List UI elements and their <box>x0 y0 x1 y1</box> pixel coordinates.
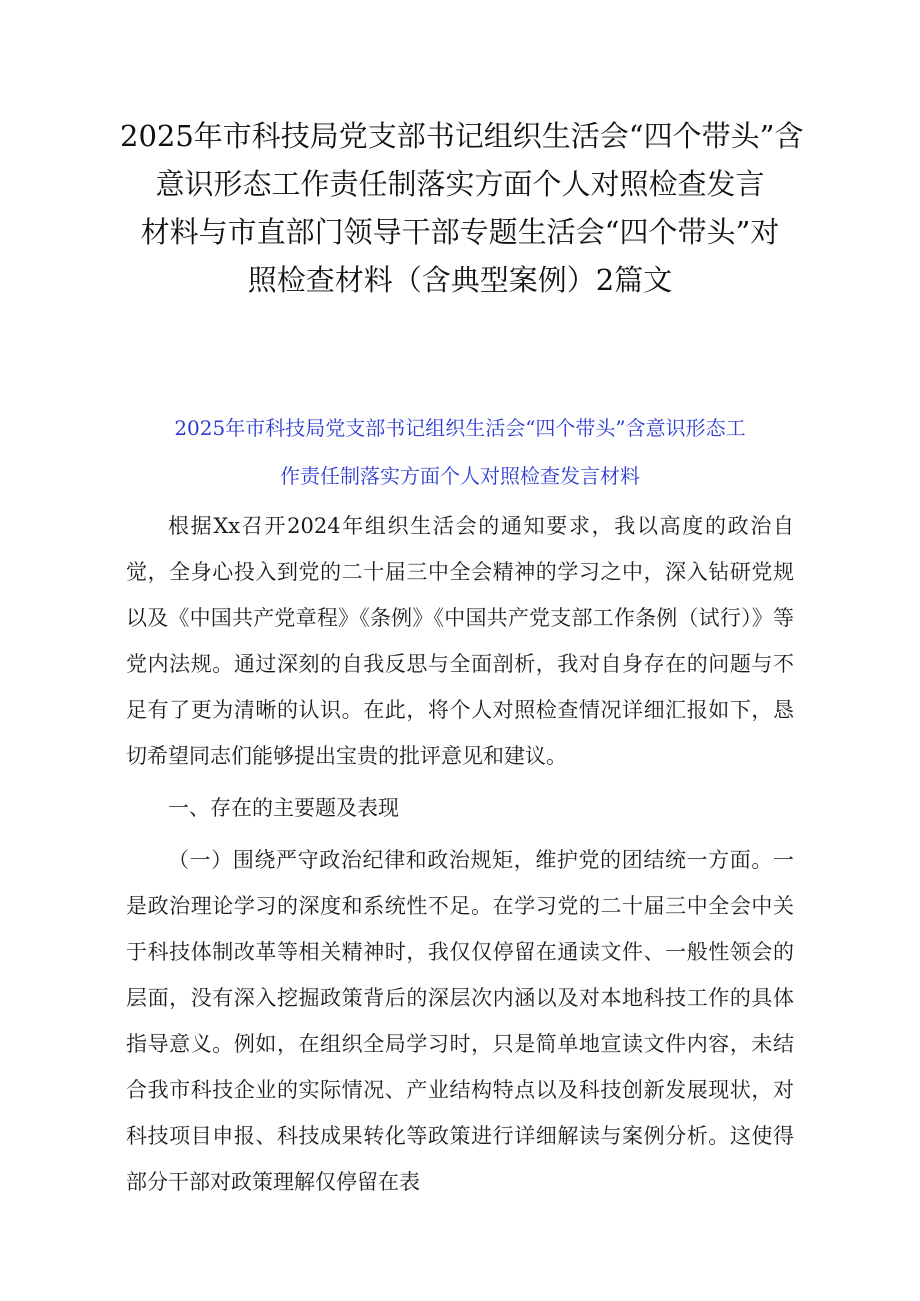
document-title <box>120 112 804 304</box>
title-line: 2025年市科技局党支部书记组织生活会“四个带头”含 <box>120 119 804 153</box>
section-subtitle <box>130 404 790 500</box>
subtitle-line: 2025年市科技局党支部书记组织生活会“四个带头”含意识形态工 <box>174 416 746 440</box>
document-body <box>126 503 794 1205</box>
title-line: 照检查材料（含典型案例）2篇文 <box>247 263 673 297</box>
title-line: 意识形态工作责任制落实方面个人对照检查发言 <box>155 167 765 201</box>
section-heading: 一、存在的主要题及表现 <box>168 796 399 820</box>
body-paragraph: （一）围绕严守政治纪律和政治规矩，维护党的团结统一方面。一是政治理论学习的深度和系统性不足。在学习党的二十届三中全会中关于科技体制改革等相关精神时，我仅仅停留在通读文件、一般性领会的层面，没有深入挖掘政策背后的深层次内涵以及对本地科技工作的具体指导意义。例如，在组织全局学习时，只是简单地宣读文件内容，未结合我市科技企业的实际情况、产业结构特点以及科技创新发展现状，对科技项目申报、科技成果转化等政策进行详细解读与案例分析。这使得部分干部对政策理解仅停留在表 <box>126 848 794 1194</box>
intro-paragraph: 根据Xx召开2024年组织生活会的通知要求，我以高度的政治自觉，全身心投入到党的二十届三中全会精神的学习之中，深入钻研党规以及《中国共产党章程》《条例》《中国共产党支部工作条例（试行）》等党内法规。通过深刻的自我反思与全面剖析，我对自身存在的问题与不足有了更为清晰的认识。在此，将个人对照检查情况详细汇报如下，恳切希望同志们能够提出宝贵的批评意见和建议。 <box>126 514 794 768</box>
subtitle-line: 作责任制落实方面个人对照检查发言材料 <box>280 464 640 488</box>
title-line: 材料与市直部门领导干部专题生活会“四个带头”对 <box>140 215 780 249</box>
